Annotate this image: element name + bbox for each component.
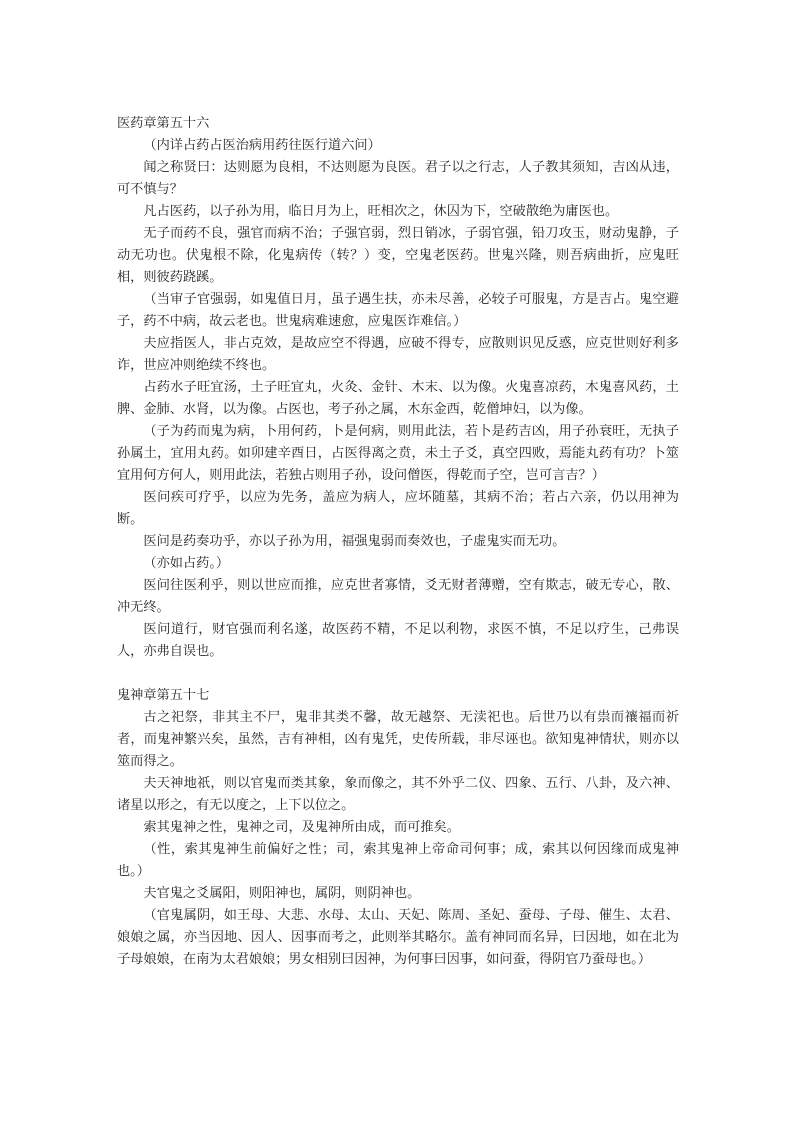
paragraph: 夫应指医人，非占克效，是故应空不得遇，应破不得专，应散则识见反惑，应克世则好利多诈，世应冲则绝续不终也。: [117, 336, 679, 373]
paragraph: 索其鬼神之性，鬼神之司，及鬼神所由成，而可推矣。: [143, 820, 460, 835]
paragraph: 无子而药不良，强官而病不治；子强官弱，烈日销冰，子弱官强，铅刀攻玉，财动鬼静，子动无功也。伏鬼根不除，化鬼病传（转？）变，空鬼老医药。世鬼兴隆，则吾病曲折，应鬼旺相，则彼药跷蹊。: [117, 226, 679, 285]
paragraph: （当审子官强弱，如鬼值日月，虽子遇生扶，亦未尽善，必较子可服鬼，方是吉占。鬼空避子，药不中病，故云老也。世鬼病难速愈，应鬼医诈难信。）: [117, 292, 679, 329]
paragraph: 凡占医药，以子孙为用，临日月为上，旺相次之，休囚为下，空破散绝为庸医也。: [143, 204, 619, 219]
paragraph: 医问疾可疗乎，以应为先务，盖应为病人，应坏随墓，其病不治；若占六亲，仍以用神为断。: [117, 490, 679, 527]
paragraph: 医问往医利乎，则以世应而推，应克世者寡情，爻无财者薄赠，空有欺志，破无专心，散、冲无终。: [117, 578, 679, 615]
section-heading-medicine: 医药章第五十六: [117, 116, 210, 131]
document-body: [117, 113, 679, 971]
paragraph: 夫官鬼之爻属阳，则阳神也，属阴，则阴神也。: [143, 886, 421, 901]
section-heading-spirits: 鬼神章第五十七: [117, 688, 210, 703]
paragraph: 夫天神地祇，则以官鬼而类其象，象而像之，其不外乎二仪、四象、五行、八卦，及六神、诸星以形之，有无以度之，上下以位之。: [117, 776, 679, 813]
paragraph: （性，索其鬼神生前偏好之性；司，索其鬼神上帝命司何事；成，索其以何因缘而成鬼神也。）: [117, 842, 679, 879]
paragraph: （亦如占药。）: [143, 556, 230, 571]
paragraph: （内详占药占医治病用药往医行道六问）: [143, 138, 381, 153]
paragraph: （子为药而鬼为病，卜用何药，卜是何病，则用此法，若卜是药吉凶，用子孙衰旺，无执子孙属土，宜用丸药。如卯建辛酉日，占医得离之贲，未土子爻，真空四败，焉能丸药有功？卜筮宜用何方何人，则用此法，若独占则用子孙，设问僧医，得乾而子空，岂可言吉？）: [117, 424, 679, 483]
paragraph: 医问是药奏功乎，亦以子孙为用，福强鬼弱而奏效也，子虚鬼实而无功。: [143, 534, 566, 549]
paragraph: 古之祀祭，非其主不尸，鬼非其类不馨，故无越祭、无渎祀也。后世乃以有祟而禳福而祈者，而鬼神繁兴矣，虽然，吉有神相，凶有鬼凭，史传所载，非尽诬也。欲知鬼神情状，则亦以筮而得之。: [117, 710, 679, 769]
paragraph: 闻之称贤曰：达则愿为良相，不达则愿为良医。君子以之行志，人子教其须知，吉凶从违，可不慎与？: [117, 160, 679, 197]
paragraph: 占药水子旺宜汤，土子旺宜丸，火灸、金针、木末、以为像。火鬼喜凉药，木鬼喜风药，土脾、金肺、水肾，以为像。占医也，考子孙之属，木东金西，乾僧坤妇，以为像。: [117, 380, 679, 417]
paragraph: 医问道行，财官强而利名遂，故医药不精，不足以利物，求医不慎，不足以疗生，己弗误人，亦弗自误也。: [117, 622, 679, 659]
section-spirits: [117, 685, 679, 971]
section-medicine: [117, 113, 679, 663]
paragraph: （官鬼属阴，如王母、大悲、水母、太山、天妃、陈周、圣妃、蚕母、子母、催生、太君、娘娘之属，亦当因地、因人、因事而考之，此则举其略尔。盖有神同而名异，曰因地，如在北为子母娘娘，在南为太君娘娘；男女相别曰因神，为何事曰因事，如问蚕，得阴官乃蚕母也。）: [117, 908, 679, 967]
